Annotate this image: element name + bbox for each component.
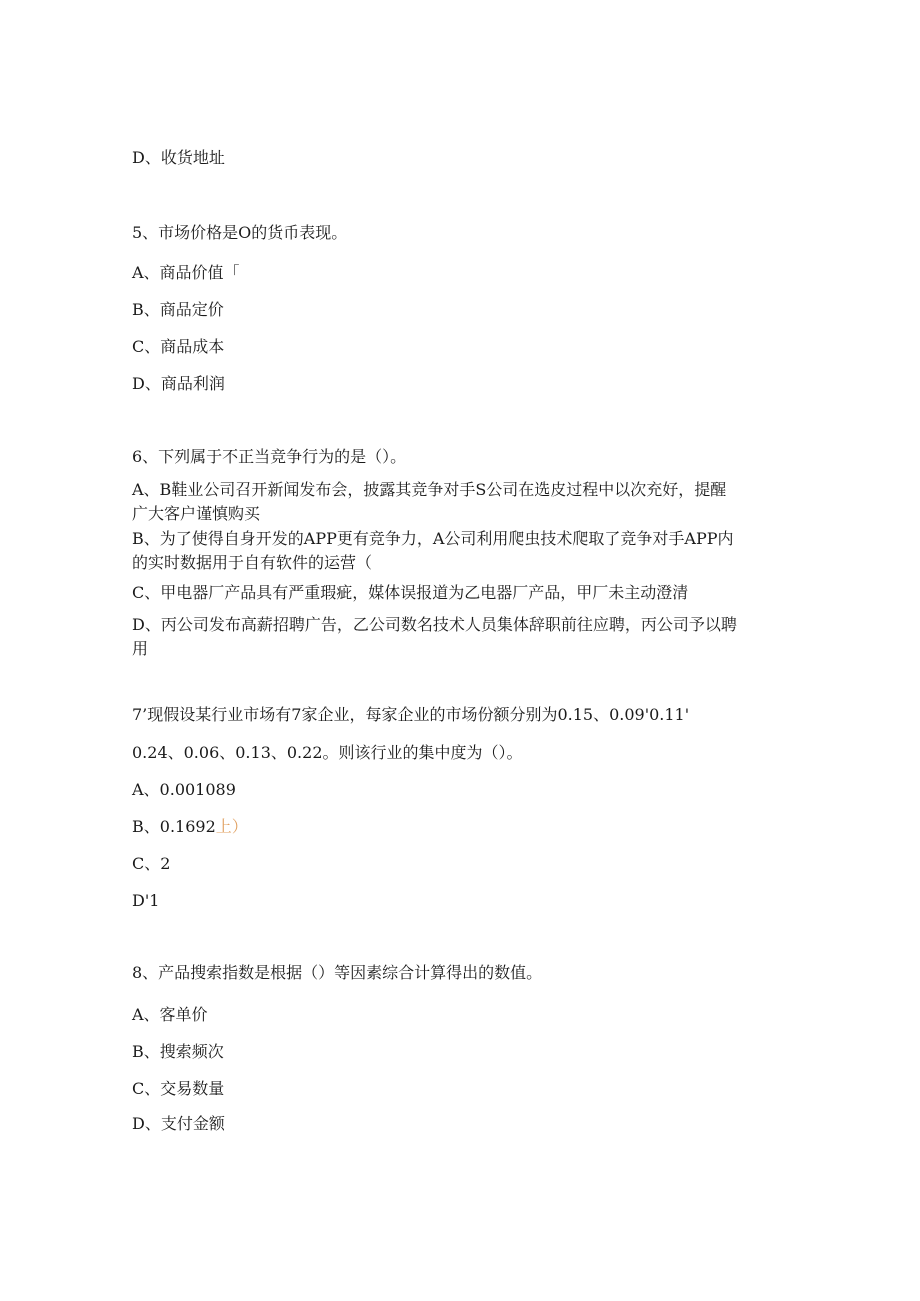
q8-option-b: B、搜索频次 [132,1042,224,1061]
q5-option-a: A、商品价值「 [132,263,240,282]
q5-option-b: B、商品定价 [132,300,224,319]
q7-question-line1: 7’现假设某行业市场有7家企业，每家企业的市场份额分别为0.15、0.09'0.11' [132,705,690,724]
q7-option-d: D'1 [132,891,160,910]
q6-option-d-line2: 用 [132,639,149,658]
q6-option-a-line2: 广大客户谨慎购买 [132,504,261,523]
q7-option-a: A、0.001089 [132,780,236,799]
q5-option-c: C、商品成本 [132,337,225,356]
q8-option-a: A、客单价 [132,1005,208,1024]
q6-option-d-line1: D、丙公司发布高薪招聘广告，乙公司数名技术人员集体辞职前往应聘，丙公司予以聘 [132,615,737,634]
q8-option-c: C、交易数量 [132,1079,225,1098]
q4-option-d: D、收货地址 [132,148,225,167]
q6-option-b-line1: B、为了使得自身开发的APP更有竞争力，A公司利用爬虫技术爬取了竞争对手APP内 [132,529,734,548]
q5-option-d: D、商品利润 [132,374,225,393]
q5-question: 5、市场价格是O的货币表现。 [132,223,348,242]
q7-option-b [132,815,792,839]
q7-option-c: C、2 [132,854,171,873]
q6-option-b-line2: 的实时数据用于自有软件的运营（ [132,553,373,572]
q6-question: 6、下列属于不正当竞争行为的是（）。 [132,447,407,466]
q7-option-b-text: B、0.1692 [132,817,216,836]
q8-option-d: D、支付金额 [132,1114,225,1133]
q7-option-b-note: 上） [215,817,248,836]
q7-question-line2: 0.24、0.06、0.13、0.22。则该行业的集中度为（）。 [132,743,523,762]
q6-option-a-line1: A、B鞋业公司召开新闻发布会，披露其竞争对手S公司在选皮过程中以次充好，提醒 [132,480,727,499]
q6-option-c: C、甲电器厂产品具有严重瑕疵，媒体误报道为乙电器厂产品，甲厂未主动澄清 [132,583,689,602]
q8-question: 8、产品搜索指数是根据（）等因素综合计算得出的数值。 [132,963,543,982]
